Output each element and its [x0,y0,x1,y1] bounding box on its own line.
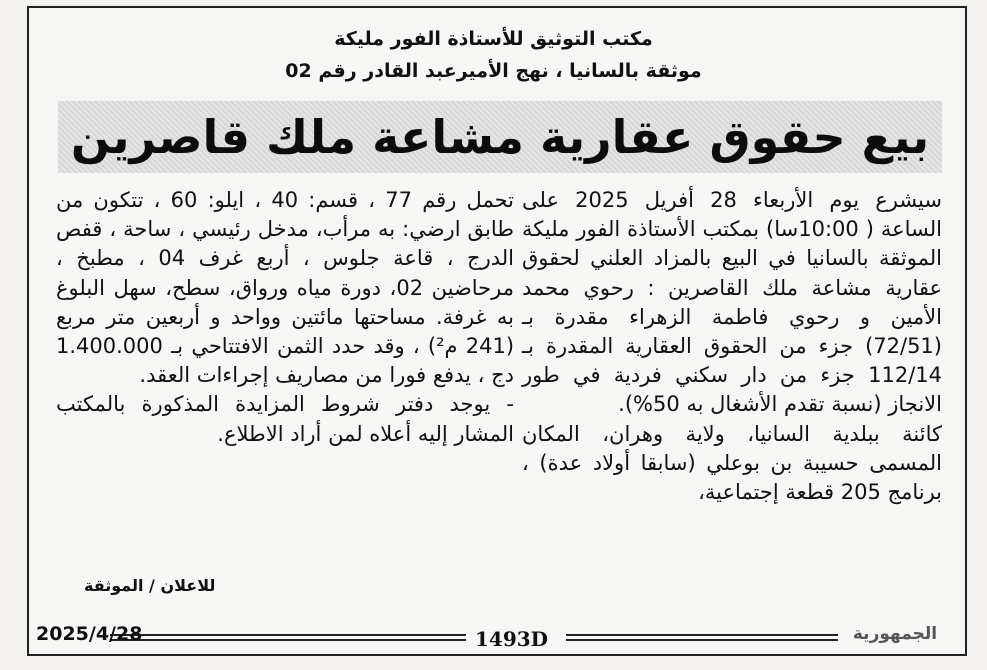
left-paragraph-2: - يوجد دفتر شروط المزايدة المذكورة بالمكتب المشار إليه أعلاه لمن أراد الاطلاع. [56,392,514,446]
left-column [56,186,514,449]
right-column [522,186,942,507]
footer-date: 2025/4/28 [36,623,143,645]
footer-rule-left [110,634,466,641]
office-address: موثقة بالسانيا ، نهج الأميرعبد القادر رقم 02 [285,60,702,82]
right-paragraph-1: سيشرع يوم الأربعاء 28 أفريل 2025 على الساعة ( 10:00سا) بمكتب الأستاذة الفور مليكة الموثقة بالسانيا في البيع بالمزاد العلني لحقوق عقارية مشاعة ملك القاصرين : رحوي محمد الأمين و رحوي فاطمة الزهراء مقدرة بـ (72/51) جزء من الحقوق العقارية المقدرة بـ 112/14 جزء من دار سكني فردية في طور الانجاز (نسبة تقدم الأشغال به 50%). [522,188,942,417]
publication-logo: الجمهورية [852,624,938,644]
office-name: مكتب التوثيق للأستاذة الفور مليكة [334,28,653,50]
right-paragraph-2: كائنة ببلدية السانيا، ولاية وهران، المكان المسمى حسيبة بن بوعلي (سابقا أولاد عدة) ، برنامج 205 قطعة إجتماعية، [522,421,942,505]
notice-title: بيع حقوق عقارية مشاعة ملك قاصرين [70,110,930,164]
footer-rule-right [566,634,838,641]
left-paragraph-1: تحمل رقم 77 ، قسم: 40 ، ايلو: 60 ، تتكون من طابق ارضي: به مرأب، مدخل رئيسي ، ساحة ، قفص الدرج ، قاعة جلوس ، أربع غرف 04 ، مطبخ ، مرحاضين 02، دورة مياه ورواق، سطح، سهل البلوغ به غرفة. مساحتها مائتين وواحد و أربعين متر مربع (241 م²) ، وقد حدد الثمن الافتتاحي بـ 1.400.000 دج ، يدفع فورا من مصاريف إجراءات العقد. [56,188,515,388]
footer-code: 1493D [475,627,549,651]
signature: للاعلان / الموثقة [84,576,216,595]
